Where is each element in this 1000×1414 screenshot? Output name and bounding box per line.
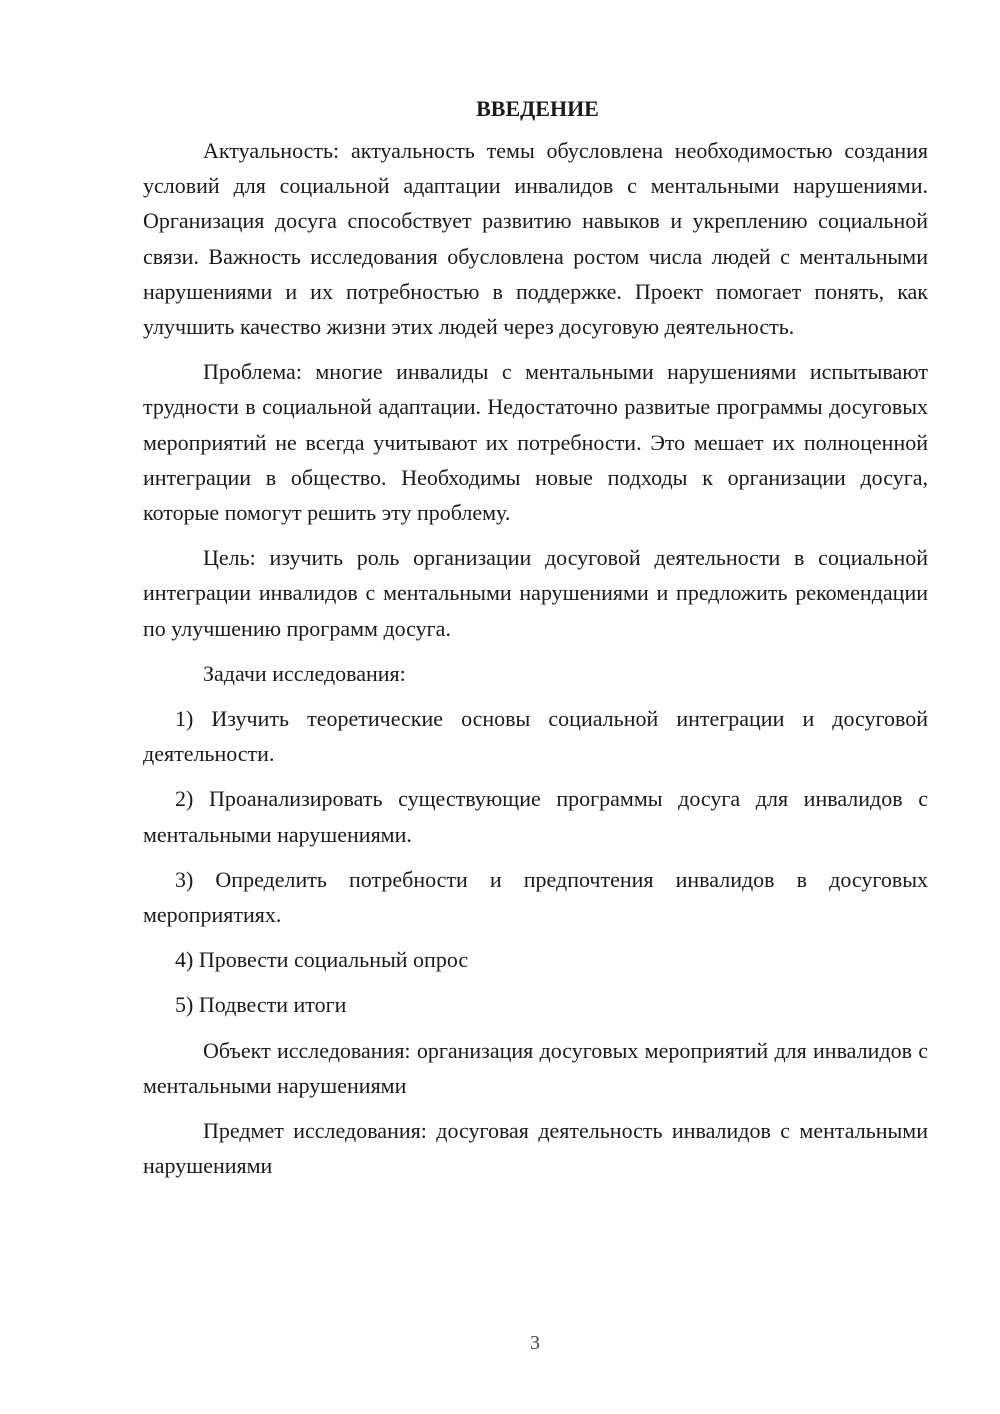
page-title: ВВЕДЕНИЕ: [476, 96, 599, 121]
paragraph-problem: Проблема: многие инвалиды с ментальными нарушениями испытывают трудности в социальной адаптации. Недостаточно развитые программы досуговых мероприятий не всегда учитывают их потребности. Это мешает их полноценной интеграции в общество. Необходимы новые подходы к организации досуга, которые помогут решить эту проблему.: [143, 359, 928, 526]
task-item-3: 3) Определить потребности и предпочтения инвалидов в досуговых мероприятиях.: [143, 866, 928, 928]
paragraph-goal: Цель: изучить роль организации досуговой деятельности в социальной интеграции инвалидов с ментальными нарушениями и предложить рекомендации по улучшению программ досуга.: [143, 545, 928, 641]
paragraph-relevance: Актуальность: актуальность темы обусловлена необходимостью создания условий для социальной адаптации инвалидов с ментальными нарушениями. Организация досуга способствует развитию навыков и укреплению социальной связи. Важность исследования обусловлена ростом числа людей с ментальными нарушениями и их потребностью в поддержке. Проект помогает понять, как улучшить качество жизни этих людей через досуговую деятельность.: [143, 138, 928, 340]
page-number: 3: [530, 1332, 540, 1354]
task-item-2: 2) Проанализировать существующие программы досуга для инвалидов с ментальными нарушениями.: [143, 786, 928, 847]
document-page: [143, 92, 928, 1183]
task-item-1: 1) Изучить теоретические основы социальной интеграции и досуговой деятельности.: [143, 706, 928, 767]
paragraph-subject: Предмет исследования: досуговая деятельность инвалидов с ментальными нарушениями: [143, 1118, 928, 1179]
tasks-title: Задачи исследования:: [203, 660, 406, 686]
task-item-5: 5) Подвести итоги: [175, 992, 347, 1018]
task-item-4: 4) Провести социальный опрос: [175, 947, 469, 973]
paragraph-object: Объект исследования: организация досуговых мероприятий для инвалидов с ментальными нарушениями: [143, 1037, 928, 1098]
